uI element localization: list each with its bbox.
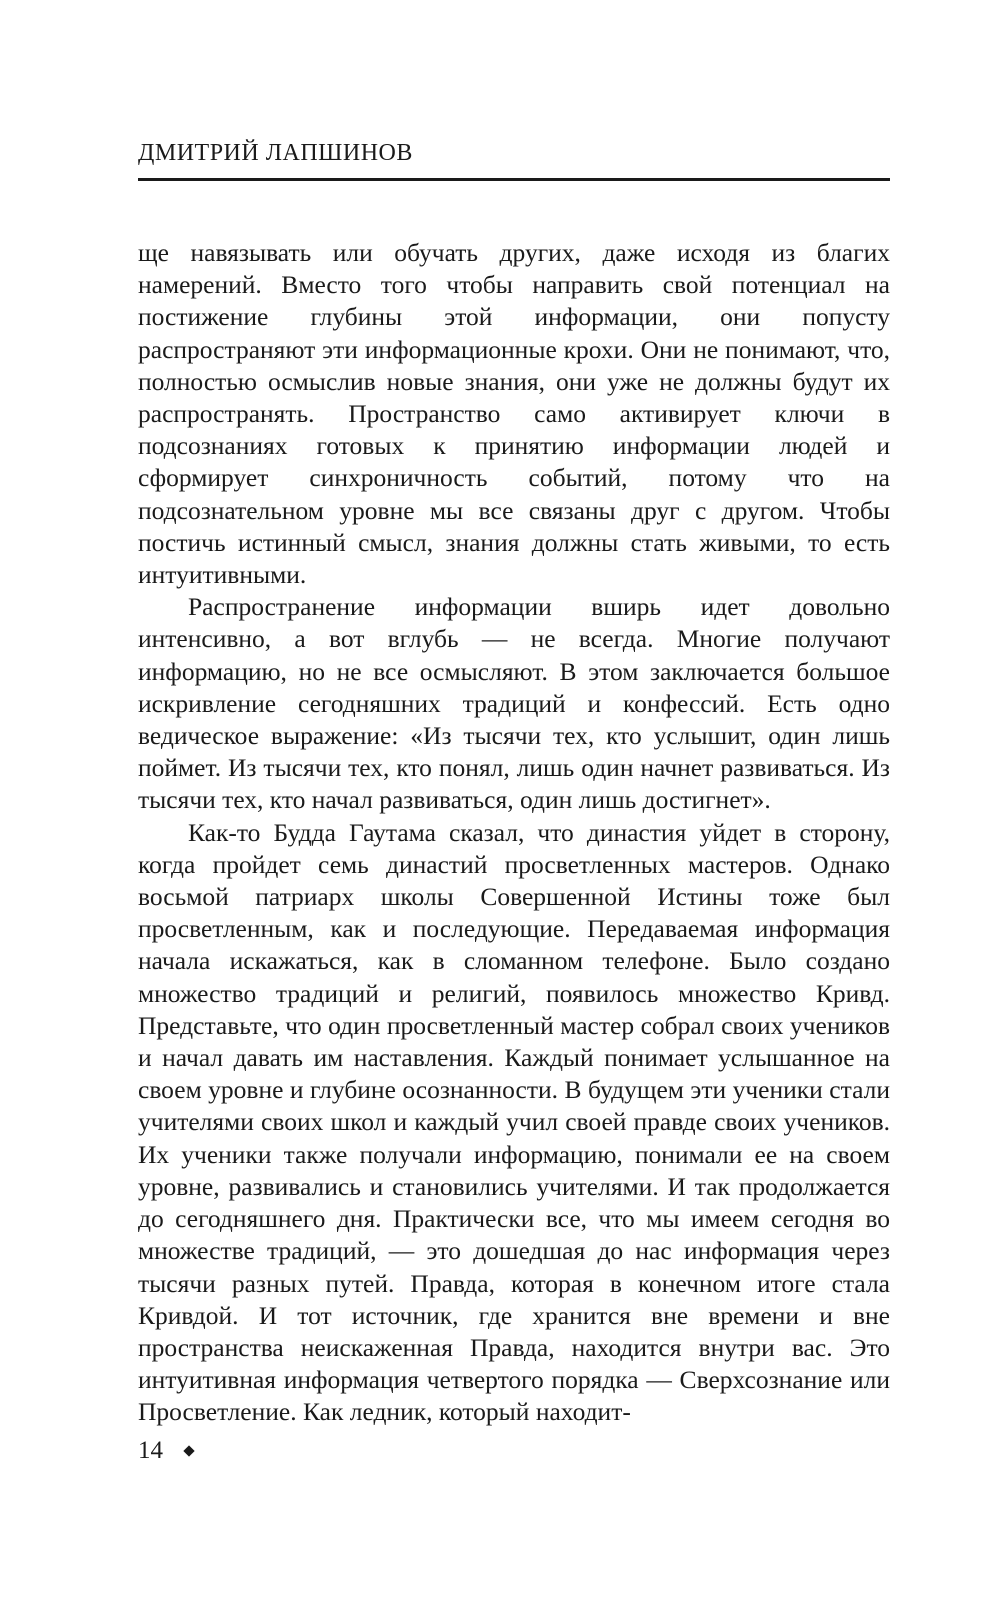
author-name: ДМИТРИЙ ЛАПШИНОВ xyxy=(138,140,413,166)
paragraph: Как-то Будда Гаутама сказал, что династия уйдет в сторону, когда пройдет семь династий просветленных мастеров. Однако восьмой патриарх школы Совершенной Истины тоже был просветленным, как и последующие. Передаваемая информация начала искажаться, как в сломанном телефоне. Было создано множество традиций и религий, появилось множество Кривд. Представьте, что один просветленный мастер собрал своих учеников и начал давать им наставления. Каждый понимает услышанное на своем уровне и глубине осознанности. В будущем эти ученики стали учителями своих школ и каждый учил своей правде своих учеников. Их ученики также получали информацию, понимали ее на своем уровне, развивались и становились учителями. И так продолжается до сегодняшнего дня. Практически все, что мы имеем сегодня во множестве традиций, — это дошедшая до нас информация через тысячи разных путей. Правда, которая в конечном итоге стала Кривдой. И тот источник, где хранится вне времени и вне пространства неискаженная Правда, находится внутри вас. Это интуитивная информация четвертого порядка — Сверхсознание или Просветление. Как ледник, который находит- xyxy=(138,817,890,1427)
header-rule xyxy=(138,178,890,181)
diamond-icon xyxy=(183,1445,194,1456)
body-text xyxy=(138,237,890,1429)
page-footer xyxy=(138,1436,193,1466)
paragraph: Распространение информации вширь идет довольно интенсивно, а вот вглубь — не всегда. Многие получают информацию, но не все осмысляют. В этом заключается большое искривление сегодняшних традиций и конфессий. Есть одно ведическое выражение: «Из тысячи тех, кто услышит, один лишь поймет. Из тысячи тех, кто понял, лишь один начнет развиваться. Из тысячи тех, кто начал развиваться, один лишь достигнет». xyxy=(138,592,890,815)
running-header xyxy=(138,138,890,181)
paragraph: ще навязывать или обучать других, даже исходя из благих намерений. Вместо того чтобы направить свой потенциал на постижение глубины этой информации, они попусту распространяют эти информационные крохи. Они не понимают, что, полностью осмыслив новые знания, они уже не должны будут их распространять. Пространство само активирует ключи в подсознаниях готовых к принятию информации людей и сформирует синхроничность событий, потому что на подсознательном уровне мы все связаны друг с другом. Чтобы постичь истинный смысл, знания должны стать живыми, то есть интуитивными. xyxy=(138,238,890,590)
page-number: 14 xyxy=(138,1437,163,1464)
